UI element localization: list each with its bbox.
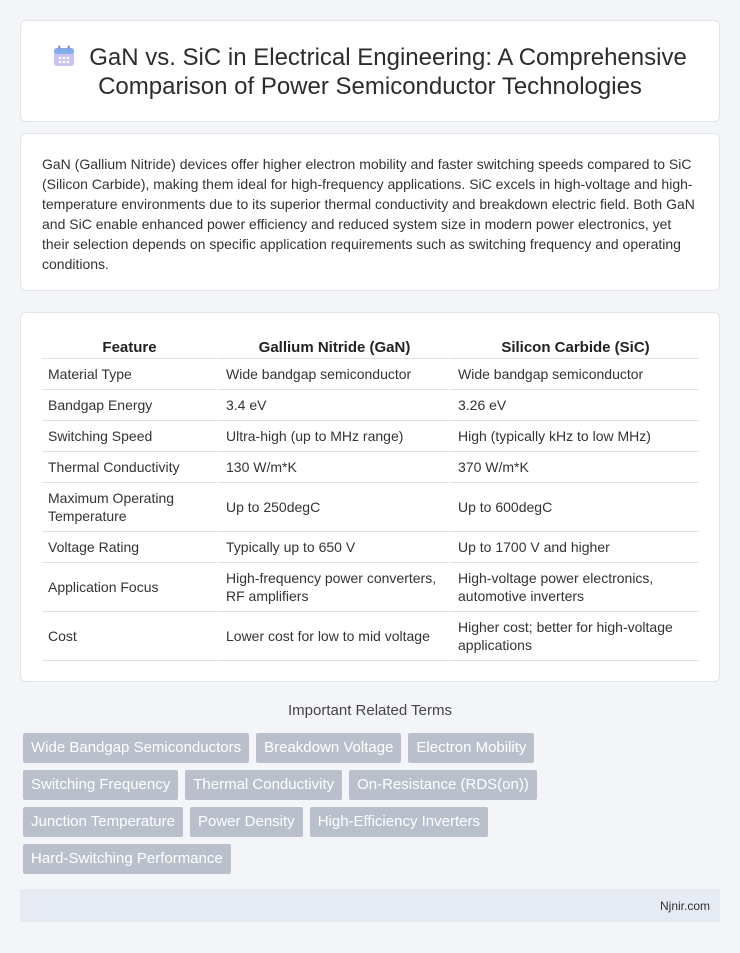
page-title-text: GaN vs. SiC in Electrical Engineering: A Comprehensive Comparison of Power Semiconductor Technologies [89,44,687,100]
table-header-row [42,333,699,359]
term-tag[interactable]: Electron Mobility [408,733,534,763]
column-header-gan: Gallium Nitride (GaN) [217,333,449,359]
table-row [42,483,699,532]
term-tag[interactable]: High-Efficiency Inverters [310,807,488,837]
table-cell: Maximum Operating Temperature [42,483,217,532]
table-cell: Cost [42,612,217,661]
term-tag[interactable]: Breakdown Voltage [256,733,401,763]
table-cell: 130 W/m*K [217,452,449,483]
related-terms-heading: Important Related Terms [288,702,452,719]
table-cell: High-frequency power converters, RF amplifiers [217,563,449,612]
table-cell: 3.4 eV [217,390,449,421]
title-card [20,20,720,122]
footer-site-link[interactable]: Njnir.com [659,899,710,913]
column-header-sic: Silicon Carbide (SiC) [449,333,699,359]
footer [20,889,720,922]
table-cell: Switching Speed [42,421,217,452]
table-cell: Higher cost; better for high-voltage applications [449,612,699,661]
table-cell: Lower cost for low to mid voltage [217,612,449,661]
term-tag[interactable]: Wide Bandgap Semiconductors [23,733,249,763]
table-row [42,452,699,483]
term-tag[interactable]: On-Resistance (RDS(on)) [349,770,537,800]
term-tag[interactable]: Power Density [190,807,303,837]
table-cell: Application Focus [42,563,217,612]
table-row [42,532,699,563]
table-cell: Thermal Conductivity [42,452,217,483]
table-cell: High (typically kHz to low MHz) [449,421,699,452]
table-cell: Bandgap Energy [42,390,217,421]
table-cell: Ultra-high (up to MHz range) [217,421,449,452]
term-tag[interactable]: Thermal Conductivity [185,770,342,800]
table-cell: 370 W/m*K [449,452,699,483]
table-cell: 3.26 eV [449,390,699,421]
page-title [41,43,699,101]
table-cell: Material Type [42,359,217,390]
table-cell: Up to 600degC [449,483,699,532]
column-header-feature: Feature [42,333,217,359]
table-row [42,390,699,421]
table-cell: High-voltage power electronics, automotive inverters [449,563,699,612]
table-cell: Voltage Rating [42,532,217,563]
table-row [42,612,699,661]
intro-card [20,133,720,291]
comparison-card [20,312,720,682]
table-row [42,563,699,612]
term-tag[interactable]: Switching Frequency [23,770,178,800]
table-cell: Up to 250degC [217,483,449,532]
term-tag[interactable]: Hard-Switching Performance [23,844,231,874]
table-row [42,421,699,452]
table-cell: Typically up to 650 V [217,532,449,563]
term-tag[interactable]: Junction Temperature [23,807,183,837]
calendar-icon [53,45,75,67]
intro-paragraph: GaN (Gallium Nitride) devices offer higher electron mobility and faster switching speeds compared to SiC (Silicon Carbide), making them ideal for high-frequency applications. SiC excels in high-voltage and high-temperature environments due to its superior thermal conductivity and breakdown electric field. Both GaN and SiC enable enhanced power efficiency and reduced system size in modern power electronics, yet their selection depends on specific application requirements such as switching frequency and operating conditions. [42,156,695,272]
table-row [42,359,699,390]
table-cell: Up to 1700 V and higher [449,532,699,563]
comparison-table [42,333,699,661]
table-cell: Wide bandgap semiconductor [217,359,449,390]
table-cell: Wide bandgap semiconductor [449,359,699,390]
related-terms-list [23,733,583,874]
